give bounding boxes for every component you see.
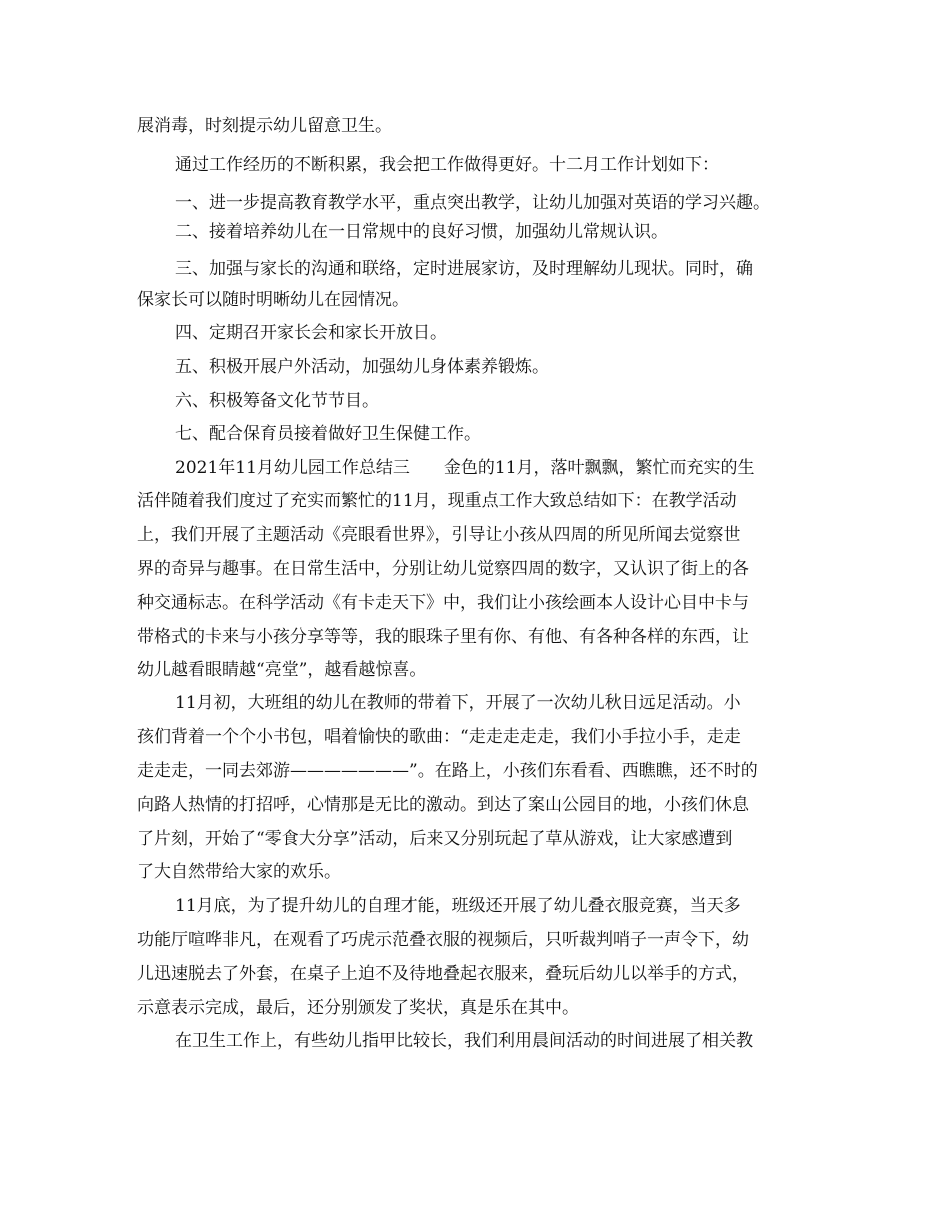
list-item: 五、积极开展户外活动，加强幼儿身体素养锻炼。 (175, 357, 549, 377)
list-item: 一、进一步提高教育教学水平，重点突出教学，让幼儿加强对英语的学习兴趣。 (175, 193, 770, 213)
list-item: 七、配合保育员接着做好卫生保健工作。 (175, 424, 481, 444)
text-line: 向路人热情的打招呼，心情那是无比的激动。到达了案山公园目的地，小孩们休息 (137, 795, 749, 815)
text-line: 了大自然带给大家的欢乐。 (137, 862, 341, 882)
text-line: 走走走，一同去郊游———————”。在路上，小孩们东看看、西瞧瞧，还不时的 (137, 761, 758, 781)
text-line: 幼儿越看眼睛越“亮堂”，越看越惊喜。 (137, 660, 427, 680)
text-line: 11月初，大班组的幼儿在教师的带着下，开展了一次幼儿秋日远足活动。小 (175, 693, 741, 713)
text-line: 了片刻，开始了“零食大分享”活动，后来又分别玩起了草从游戏，让大家感遭到 (137, 829, 733, 849)
text-line: 通过工作经历的不断积累，我会把工作做得更好。十二月工作计划如下： (175, 155, 719, 175)
list-item: 二、接着培养幼儿在一日常规中的良好习惯，加强幼儿常规认识。 (175, 222, 668, 242)
text-line: 儿迅速脱去了外套，在桌子上迫不及待地叠起衣服来，叠玩后幼儿以举手的方式， (137, 964, 749, 984)
text-line: 孩们背着一个个小书包，唱着愉快的歌曲：“走走走走走，我们小手拉小手，走走 (137, 727, 741, 747)
list-item: 六、积极筹备文化节节目。 (175, 391, 379, 411)
text-line: 在卫生工作上，有些幼儿指甲比较长，我们利用晨间活动的时间进展了相关教 (175, 1031, 753, 1051)
list-item: 三、加强与家长的沟通和联络，定时进展家访，及时理解幼儿现状。同时，确 (175, 259, 753, 279)
text-line: 示意表示完成，最后，还分别颁发了奖状，真是乐在其中。 (137, 998, 579, 1018)
section-heading-line: 2021年11月幼儿园工作总结三 金色的11月，落叶飘飘，繁忙而充实的生 (175, 458, 755, 478)
text-line: 上，我们开展了主题活动《亮眼看世界》，引导让小孩从四周的所见所闻去觉察世 (137, 525, 741, 545)
text-line: 界的奇异与趣事。在日常生活中，分别让幼儿觉察四周的数字，又认识了街上的各 (137, 559, 749, 579)
text-line: 活伴随着我们度过了充实而繁忙的11月，现重点工作大致总结如下：在教学活动 (137, 491, 737, 511)
list-item: 四、定期召开家长会和家长开放日。 (175, 323, 447, 343)
text-line: 11月底，为了提升幼儿的自理才能，班级还开展了幼儿叠衣服竞赛，当天多 (175, 896, 741, 916)
text-line: 展消毒，时刻提示幼儿留意卫生。 (137, 116, 392, 136)
text-line: 保家长可以随时明晰幼儿在园情况。 (137, 290, 409, 310)
text-line: 功能厅喧哗非凡，在观看了巧虎示范叠衣服的视频后，只听裁判哨子一声令下，幼 (137, 930, 749, 950)
text-line: 带格式的卡来与小孩分享等等，我的眼珠子里有你、有他、有各种各样的东西，让 (137, 627, 749, 647)
text-line: 种交通标志。在科学活动《有卡走天下》中，我们让小孩绘画本人设计心目中卡与 (137, 593, 749, 613)
